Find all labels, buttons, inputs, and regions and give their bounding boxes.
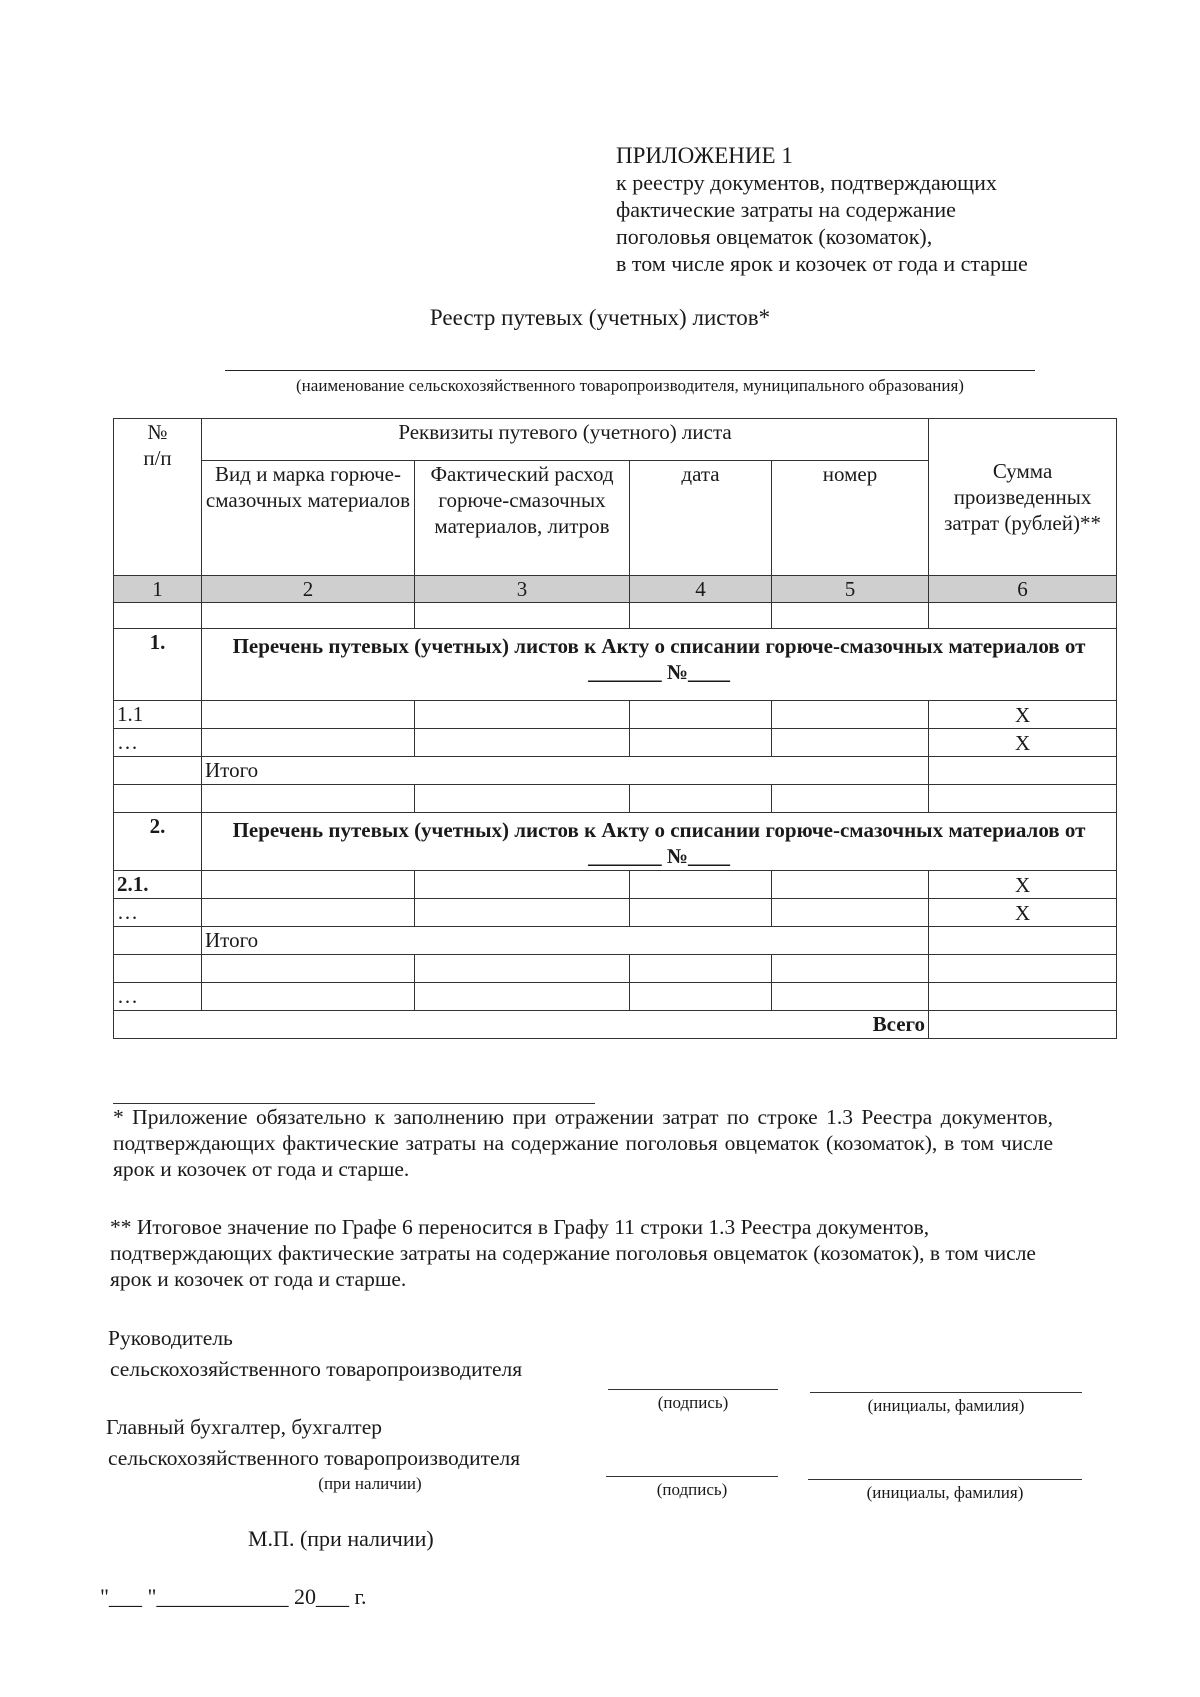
column-number: 2 (202, 576, 415, 603)
column-number-row (114, 576, 1117, 603)
appendix-header (616, 142, 1028, 277)
grand-total-row (114, 1011, 1117, 1039)
section-2-title: Перечень путевых (учетных) листов к Акту о списании горюче-смазочных материалов от _______ №____ (202, 813, 1117, 871)
registry-title: Реестр путевых (учетных) листов* (429, 305, 771, 330)
table-row (114, 785, 1117, 813)
column-number: 3 (415, 576, 630, 603)
col-header-group: Реквизиты путевого (учетного) листа (202, 419, 929, 461)
stamp-note: М.П. (при наличии) (248, 1526, 434, 1551)
x-mark: Х (929, 899, 1117, 927)
col-header-fuel-type: Вид и марка горюче-смазочных материалов (202, 461, 415, 576)
subtotal-label: Итого (202, 927, 929, 955)
col-header-date: дата (630, 461, 772, 576)
accountant-name-line (808, 1479, 1082, 1480)
head-label-2: сельскохозяйственного товаропроизводителя (110, 1357, 523, 1381)
appendix-line-3: поголовья овцематок (козоматок), (616, 224, 933, 249)
appendix-line-2: фактические затраты на содержание (616, 197, 956, 222)
head-name-line (810, 1392, 1082, 1393)
table-row (114, 729, 1117, 757)
accountant-signature-caption: (подпись) (656, 1480, 728, 1499)
col-header-sum: Сумма произведенных затрат (рублей)** (929, 419, 1117, 576)
column-number: 1 (114, 576, 202, 603)
accountant-signature-line (606, 1476, 778, 1477)
subtotal-row (114, 757, 1117, 785)
x-mark: Х (929, 701, 1117, 729)
producer-caption: (наименование сельскохозяйственного товаропроизводителя, муниципального образования) (296, 376, 964, 395)
row-ellipsis: … (114, 983, 202, 1011)
x-mark: Х (929, 729, 1117, 757)
footnote-2: ** Итоговое значение по Графе 6 переносится в Графу 11 строки 1.3 Реестра документов, подтверждающих фактические затраты на содержание поголовья овцематок (козоматок), в том числе ярок и козочек от года и старше. (110, 1215, 1036, 1291)
section-2-row (114, 813, 1117, 871)
row-number: 1.1 (114, 701, 202, 729)
appendix-line-1: к реестру документов, подтверждающих (616, 170, 997, 195)
table-row (114, 955, 1117, 983)
section-2-number: 2. (114, 813, 202, 871)
col-header-fuel-use: Фактический расход горюче-смазочных материалов, литров (415, 461, 630, 576)
subtotal-row (114, 927, 1117, 955)
column-number: 5 (772, 576, 929, 603)
table-row (114, 983, 1117, 1011)
producer-name-line (225, 370, 1035, 371)
table-row (114, 603, 1117, 629)
accountant-note: (при наличии) (318, 1474, 422, 1493)
section-1-row (114, 629, 1117, 701)
subtotal-label: Итого (202, 757, 929, 785)
head-label-1: Руководитель (108, 1326, 233, 1350)
footnote-1: * Приложение обязательно к заполнению при отражении затрат по строке 1.3 Реестра документов, подтверждающих фактические затраты на содержание поголовья овцематок (козоматок), в том числе ярок и козочек от года и старше. (113, 1105, 1053, 1181)
row-number: 2.1. (114, 871, 202, 899)
table-row (114, 701, 1117, 729)
column-number: 6 (929, 576, 1117, 603)
head-name-caption: (инициалы, фамилия) (867, 1396, 1025, 1415)
head-signature-caption: (подпись) (657, 1393, 729, 1412)
x-mark: Х (929, 871, 1117, 899)
registry-table (113, 418, 1117, 1039)
accountant-name-caption: (инициалы, фамилия) (866, 1483, 1024, 1502)
table-row (114, 899, 1117, 927)
accountant-label-2: сельскохозяйственного товаропроизводителя (108, 1446, 521, 1470)
appendix-line-4: в том числе ярок и козочек от года и старше (616, 251, 1028, 276)
accountant-label-1: Главный бухгалтер, бухгалтер (106, 1415, 382, 1439)
grand-total-label: Всего (114, 1011, 929, 1039)
row-ellipsis: … (114, 729, 202, 757)
section-1-title: Перечень путевых (учетных) листов к Акту о списании горюче-смазочных материалов от _______ №____ (202, 629, 1117, 701)
column-number: 4 (630, 576, 772, 603)
section-1-number: 1. (114, 629, 202, 701)
appendix-title: ПРИЛОЖЕНИЕ 1 (616, 143, 793, 168)
head-signature-line (608, 1389, 778, 1390)
col-header-number: номер (772, 461, 929, 576)
table-row (114, 871, 1117, 899)
date-line: "___ "____________ 20___ г. (100, 1584, 367, 1609)
row-ellipsis: … (114, 899, 202, 927)
col-header-no: № п/п (114, 419, 202, 576)
